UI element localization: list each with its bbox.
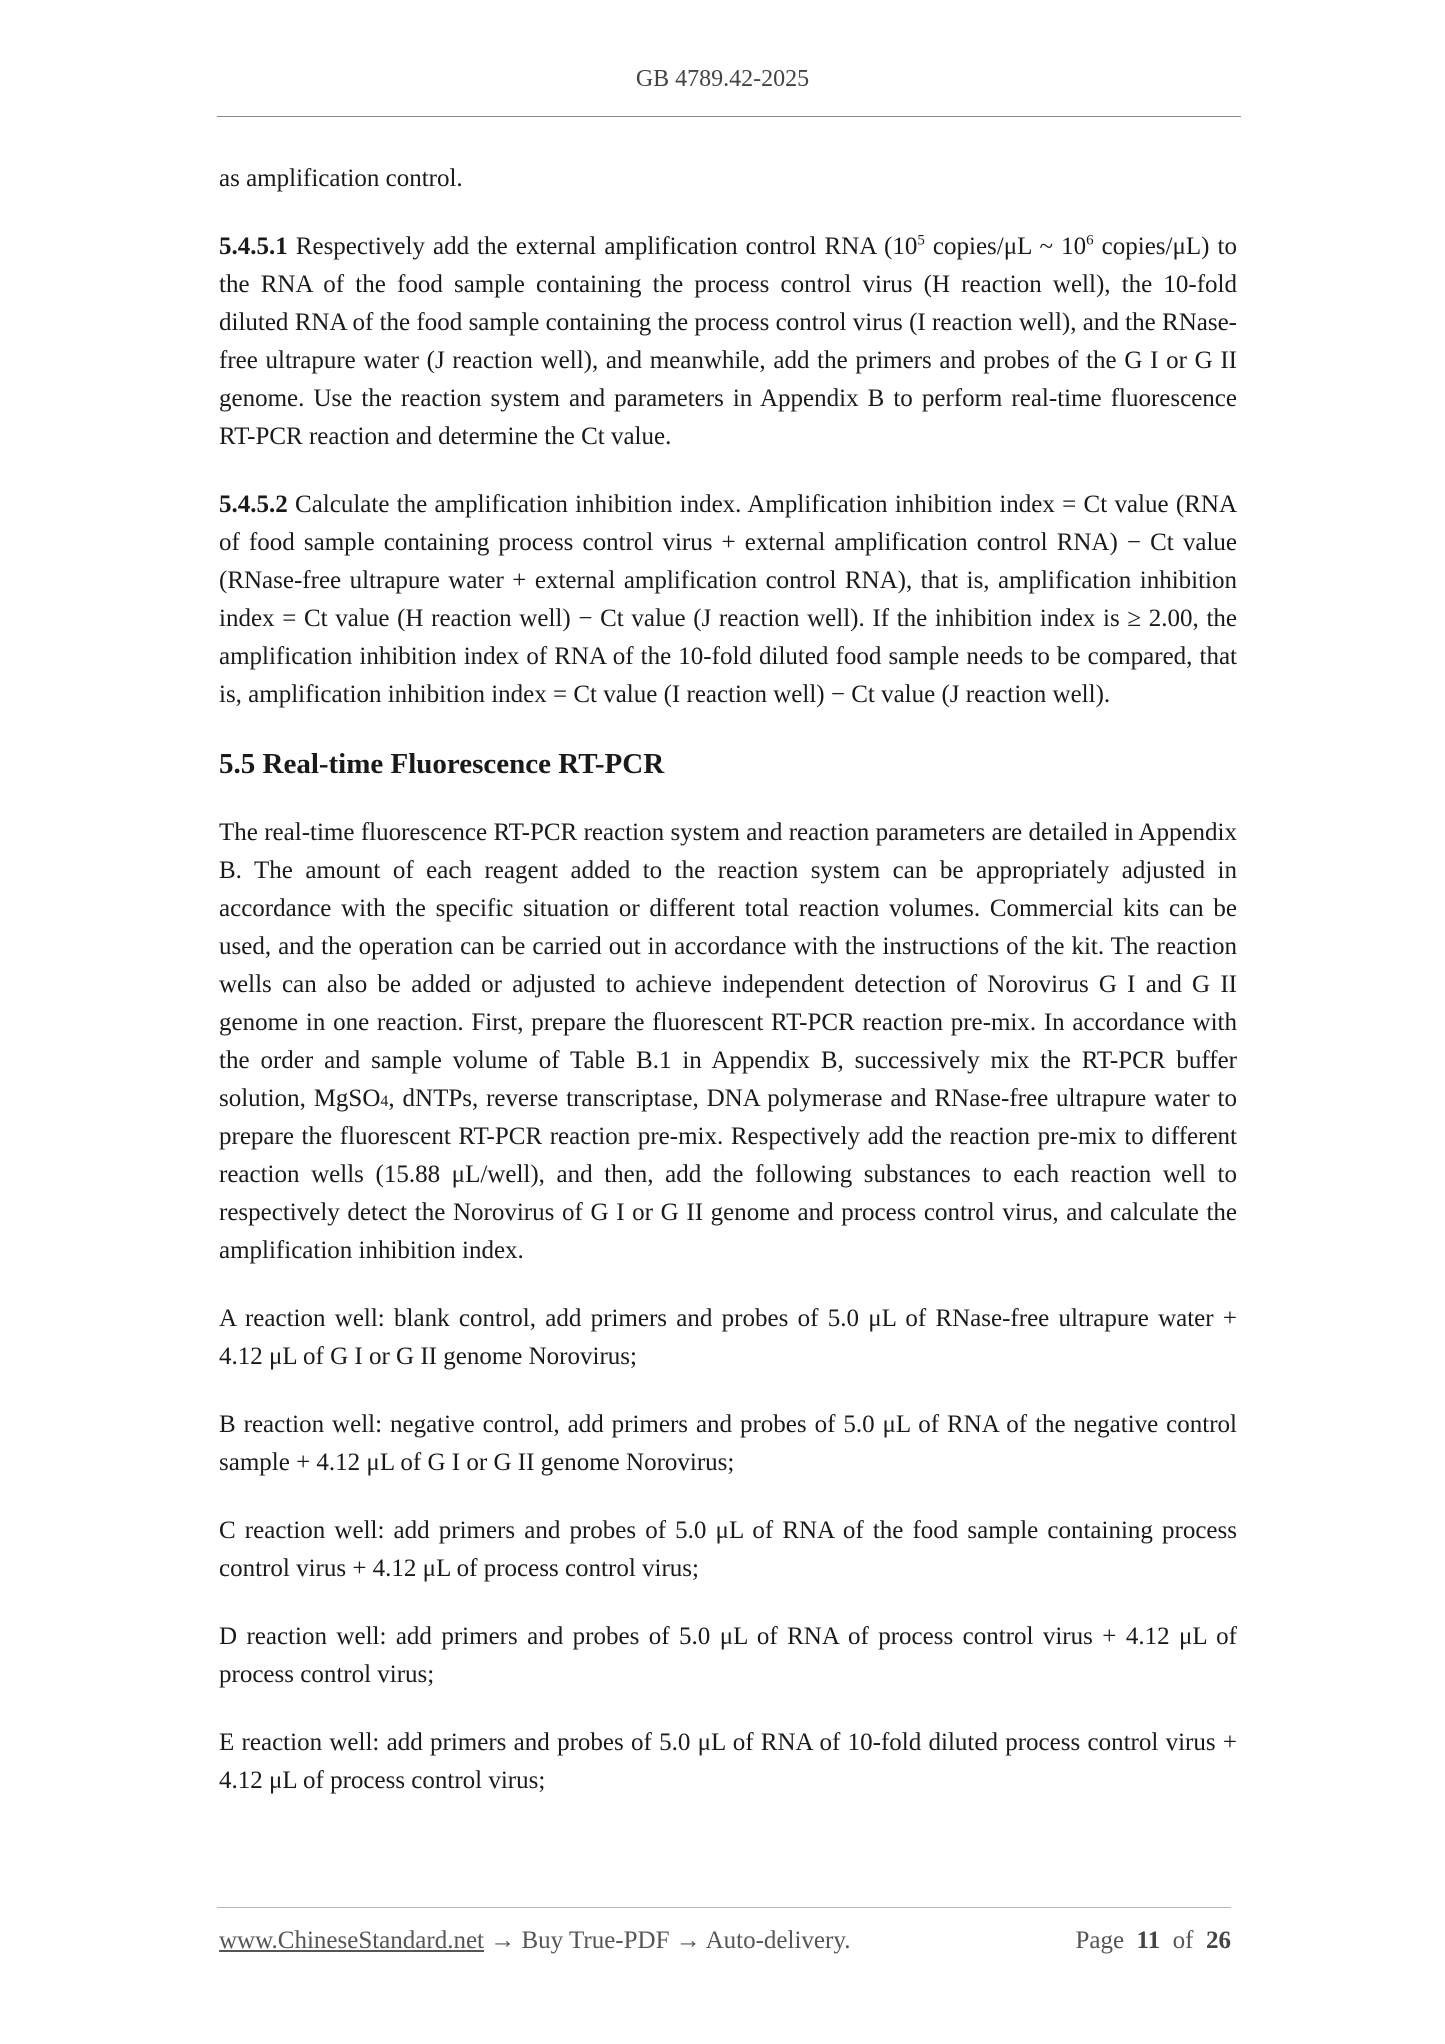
arrow-right-icon: → bbox=[490, 1927, 516, 1954]
superscript-exponent: 6 bbox=[1086, 232, 1094, 249]
superscript-exponent: 5 bbox=[917, 232, 925, 249]
section-paragraph bbox=[219, 814, 1237, 1270]
current-page: 11 bbox=[1136, 1927, 1161, 1954]
paragraph-text-part: The real-time fluorescence RT-PCR reaction system and reaction parameters are detailed in Appendix B. The amount of each reagent added to the reaction system can be appropriately adjusted in accordance with the specific situation or different total reaction volumes. Commercial kits can be used, and the operation can be carried out in accordance with the instructions of the kit. The reaction wells can also be added or adjusted to achieve independent detection of Norovirus G I and G II genome in one reaction. First, prepare the fluorescent RT-PCR reaction pre-mix. In accordance with the order and sample volume of Table B.1 in Appendix B, successively mix the RT-PCR buffer solution, MgSO bbox=[219, 819, 1237, 1112]
clause-number: 5.4.5.1 bbox=[219, 233, 288, 260]
reaction-well-e: E reaction well: add primers and probes of 5.0 μL of RNA of 10-fold diluted process control virus + 4.12 μL of process control virus; bbox=[219, 1729, 1237, 1794]
auto-delivery-text: Auto-delivery. bbox=[705, 1927, 851, 1954]
reaction-well-d: D reaction well: add primers and probes of 5.0 μL of RNA of process control virus + 4.12 μL of process control virus; bbox=[219, 1623, 1237, 1688]
paragraph-text-part: , dNTPs, reverse transcriptase, DNA polymerase and RNase-free ultrapure water to prepare the fluorescent RT-PCR reaction pre-mix. Respectively add the reaction pre-mix to different reaction wells (15.88 μL/well), and then, add the following substances to each reaction well to respectively detect the Norovirus of G I or G II genome and process control virus, and calculate the amplification inhibition index. bbox=[219, 1085, 1237, 1264]
reaction-well-c: C reaction well: add primers and probes of 5.0 μL of RNA of the food sample containing process control virus + 4.12 μL of process control virus; bbox=[219, 1517, 1237, 1582]
paragraph-continuation: as amplification control. bbox=[219, 165, 463, 192]
of-label: of bbox=[1172, 1927, 1194, 1954]
clause-text: Calculate the amplification inhibition index. Amplification inhibition index = Ct value (RNA of food sample containing process control virus + external amplification control RNA) − Ct value (RNase-free ultrapure water + external amplification control RNA), that is, amplification inhibition index = Ct value (H reaction well) − Ct value (J reaction well). If the inhibition index is ≥ 2.00, the amplification inhibition index of RNA of the 10-fold diluted food sample needs to be compared, that is, amplification inhibition index = Ct value (I reaction well) − Ct value (J reaction well). bbox=[219, 491, 1237, 708]
section-heading: 5.5 Real-time Fluorescence RT-PCR bbox=[219, 748, 665, 780]
document-body bbox=[219, 160, 1237, 1830]
site-link[interactable]: www.ChineseStandard.net bbox=[219, 1927, 484, 1954]
clause-text-part: Respectively add the external amplification control RNA (10 bbox=[287, 233, 918, 260]
page-label: Page bbox=[1075, 1927, 1125, 1954]
clause-text-part: copies/μL) to the RNA of the food sample containing the process control virus (H reaction well), the 10-fold diluted RNA of the food sample containing the process control virus (I reaction well), and the RNase-free ultrapure water (J reaction well), and meanwhile, add the primers and probes of the G I or G II genome. Use the reaction system and parameters in Appendix B to perform real-time fluorescence RT-PCR reaction and determine the Ct value. bbox=[219, 233, 1237, 450]
header-divider bbox=[217, 116, 1241, 117]
clause-5-4-5-1 bbox=[219, 228, 1237, 456]
total-pages: 26 bbox=[1206, 1927, 1231, 1954]
reaction-well-b: B reaction well: negative control, add primers and probes of 5.0 μL of RNA of the negative control sample + 4.12 μL of G I or G II genome Norovirus; bbox=[219, 1411, 1237, 1476]
page-number bbox=[1075, 1924, 1231, 1958]
clause-text-part: copies/μL ~ 10 bbox=[924, 233, 1087, 260]
page-header: GB 4789.42-2025 bbox=[635, 66, 810, 92]
clause-5-4-5-2 bbox=[219, 486, 1237, 714]
footer-divider bbox=[217, 1907, 1231, 1908]
reaction-well-a: A reaction well: blank control, add primers and probes of 5.0 μL of RNase-free ultrapure water + 4.12 μL of G I or G II genome Norovirus; bbox=[219, 1305, 1237, 1370]
clause-number: 5.4.5.2 bbox=[219, 491, 288, 518]
subscript: 4 bbox=[380, 1093, 389, 1110]
footer-promo bbox=[219, 1924, 850, 1958]
arrow-right-icon: → bbox=[675, 1927, 701, 1954]
buy-pdf-text: Buy True-PDF bbox=[521, 1927, 670, 1954]
